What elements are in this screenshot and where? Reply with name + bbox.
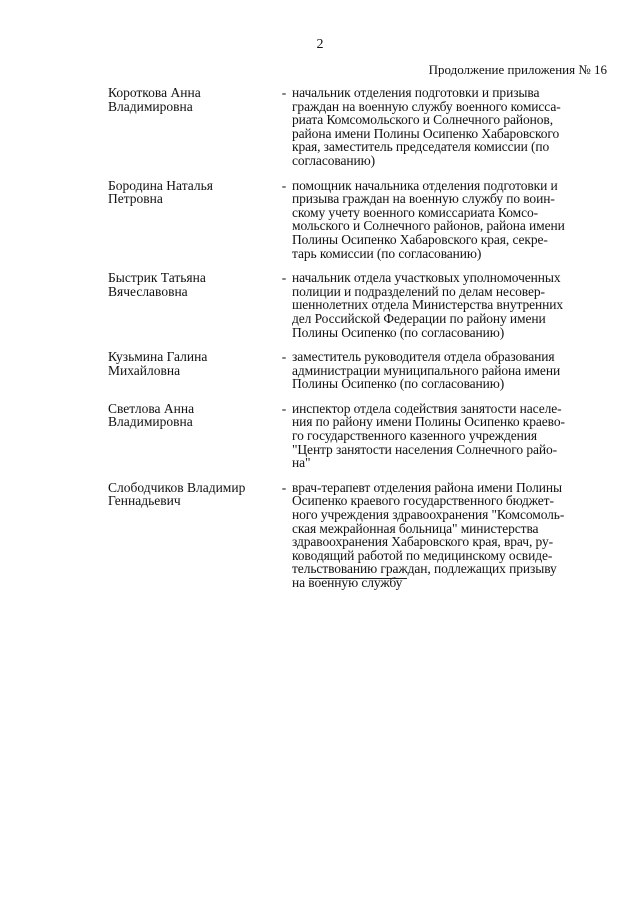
member-name: Бородина Наталья Петровна xyxy=(108,177,213,207)
member-entry xyxy=(108,481,606,590)
member-role: помощник начальника отделения подготовки и призыва граждан на военную службу по воин- скому учету военного комиссариата Комсо- мольского и Солнечного районов, района имени Полины Осипенко Хабаровского края, секре- тарь комиссии (по согласованию) xyxy=(292,177,565,261)
closing-divider-line xyxy=(309,578,407,579)
member-dash: - xyxy=(281,177,287,193)
member-entry xyxy=(108,271,606,339)
member-dash: - xyxy=(281,349,287,365)
page-number: 2 xyxy=(316,37,324,52)
member-name: Быстрик Татьяна Вячеславовна xyxy=(108,270,206,299)
member-role: начальник отделения подготовки и призыва граждан на военную службу военного комисса- риата Комсомольского и Солнечного районов, района имени Полины Осипенко Хабаровского края, заместитель председателя комиссии (по согласованию) xyxy=(292,85,561,168)
member-dash: - xyxy=(281,270,287,286)
member-role: инспектор отдела содействия занятости населе- ния по району имени Полины Осипенко краево- го государственного казенного учреждения "Центр занятости населения Солнечного райо- на" xyxy=(292,400,565,471)
member-entry xyxy=(108,86,606,168)
member-dash: - xyxy=(281,400,287,416)
member-entry xyxy=(108,350,606,391)
member-dash: - xyxy=(281,479,287,495)
member-role: начальник отдела участковых уполномоченных полиции и подразделений по делам несовер- шеннолетних отдела Министерства внутренних дел Российской Федерации по району имени Полины Осипенко (по согласованию) xyxy=(292,270,564,340)
member-name: Кузьмина Галина Михайловна xyxy=(108,349,208,378)
member-role: заместитель руководителя отдела образования администрации муниципального района имени Полины Осипенко (по согласованию) xyxy=(292,349,561,392)
member-name: Светлова Анна Владимировна xyxy=(108,400,195,430)
member-entry xyxy=(108,179,606,261)
member-name: Короткова Анна Владимировна xyxy=(108,85,201,114)
member-entry xyxy=(108,402,606,470)
commission-members-list xyxy=(108,86,606,601)
member-role: врач-терапевт отделения района имени Полины Осипенко краевого государственного бюджет- ного учреждения здравоохранения "Комсомоль- ская межрайонная больница" министерства здравоохранения Хабаровского края, врач, ру- ководящий работой по медицинскому освиде- тельствованию граждан, подлежащих призыву на военную службу xyxy=(292,479,565,590)
member-name: Слободчиков Владимир Геннадьевич xyxy=(108,479,246,509)
member-dash: - xyxy=(281,85,287,100)
appendix-continuation-note: Продолжение приложения № 16 xyxy=(428,62,607,77)
